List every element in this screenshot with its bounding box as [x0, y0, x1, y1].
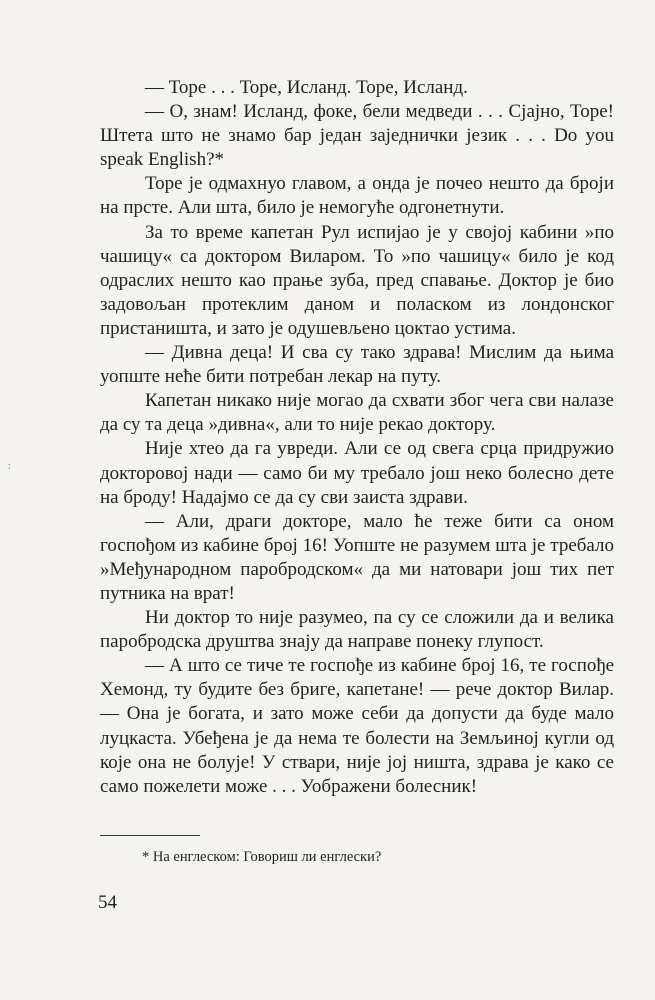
footnote-divider [100, 835, 200, 836]
paragraph: За то време капетан Рул испијао је у својој кабини »по чашицу« са доктором Виларом. То »по чашицу« било је код одраслих нешто као прање зуба, пред спавање. Доктор је био задовољан протеклим даном и поласком из лондонског пристаништа, и зато је одушевљено цоктао устима. [100, 221, 614, 339]
paragraph: — Дивна деца! И сва су тако здрава! Мислим да њима уопште неће бити потребан лекар на путу. [100, 342, 614, 388]
paragraph: — Али, драги докторе, мало ће теже бити са оном госпођом из кабине број 16! Уопште не разумем шта је требало »Међународном паробродском« да ми натовари још тих пет путника на врат! [100, 510, 614, 604]
paragraph: Није хтео да га увреди. Али се од свега срца придружио докторовој нади — само би му требало још неко болесно дете на броду! Надајмо се да су сви заиста здрави. [100, 438, 614, 508]
margin-mark: : [8, 461, 11, 472]
paragraph: — А што се тиче те госпође из кабине број 16, те госпође Хемонд, ту будите без бриге, капетане! — рече доктор Вилар. — Она је богата, и зато може себи да допусти да буде мало луцкаста. Убеђена је да нема те болести на Земљиној кугли од које она не болује! У ствари, није јој ништа, здрава је како се само пожелети може . . . Уображени болесник! [100, 655, 614, 797]
paragraph: Капетан никако није могао да схвати због чега сви налазе да су та деца »дивна«, али то није рекао доктору. [100, 390, 614, 436]
paragraph: Ни доктор то није разумео, па су се сложили да и велика паробродска друштва знају да направе понеку глупост. [100, 607, 614, 653]
page-number: 54 [98, 892, 117, 913]
paragraph: Торе је одмахнуо главом, а онда је почео нешто да броји на прсте. Али шта, било је немогуће одгонетнути. [100, 173, 614, 219]
footnote: * На енглеском: Говориш ли енглески? [142, 849, 382, 865]
body-text [100, 76, 614, 799]
paragraph: — О, знам! Исланд, фоке, бели медведи . . . Сјајно, Торе! Штета што не знамо бар један заједнички језик . . . Do you speak English?* [100, 101, 614, 171]
paragraph: — Торе . . . Торе, Исланд. Торе, Исланд. [145, 77, 468, 98]
